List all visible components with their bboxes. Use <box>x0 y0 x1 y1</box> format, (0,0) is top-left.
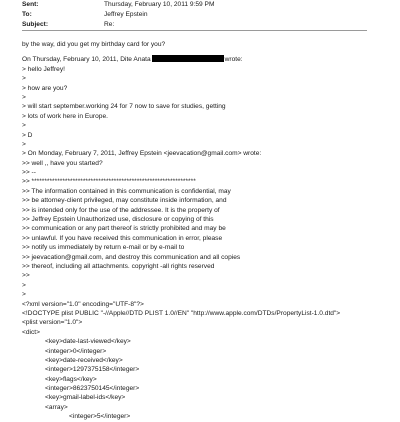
quoted-line: > On Monday, February 7, 2011, Jeffrey Epstein <jeevacation@gmail.com> wrote: <box>22 150 262 158</box>
email-body <box>22 40 392 422</box>
xml-block <box>22 300 392 338</box>
xml-line: <?xml version="1.0" encoding="UTF-8"?> <box>22 300 144 308</box>
quoted-line: >> jeevacation@gmail.com, and destroy this communication and all copies <box>22 253 241 261</box>
xml-line: <key>date-last-viewed</key> <box>45 338 131 346</box>
xml-line: <!DOCTYPE plist PUBLIC "-//Apple//DTD PLIST 1.0//EN" "http://www.apple.com/DTDs/PropertyList-1.0.dtd"> <box>22 309 341 317</box>
quoted-line: > lots of work here in Europe. <box>22 112 108 120</box>
xml-line: <integer>5</integer> <box>69 413 131 421</box>
quoted-line: > D <box>22 131 33 139</box>
xml-line: <dict> <box>22 328 40 336</box>
sent-row <box>22 0 392 10</box>
quoted-line: > how are you? <box>22 84 68 92</box>
xml-indented-block <box>22 337 392 412</box>
quoted-line: >> notify us immediately by return e-mail or by e-mail to <box>22 244 185 252</box>
quoted-line: > <box>22 75 26 83</box>
attribution-line <box>22 55 392 64</box>
quoted-line: > will start september.working 24 for 7 now to save for studies, getting <box>22 103 226 111</box>
xml-line: <array> <box>45 403 68 411</box>
quoted-line: > <box>22 140 26 148</box>
attribution-prefix: On Thursday, February 10, 2011, Dite Anata <box>22 56 151 64</box>
quoted-line: >> be attorney-client privileged, may constitute inside information, and <box>22 197 227 205</box>
xml-line: <integer>0</integer> <box>45 347 107 355</box>
xml-line: <key>gmail-label-ids</key> <box>45 394 126 402</box>
xml-line: <integer>1297375158</integer> <box>45 366 140 374</box>
quoted-line: >> -- <box>22 169 36 177</box>
subject-value: Re: <box>104 21 115 28</box>
to-value: Jeffrey Epstein <box>104 11 148 18</box>
sent-label: Sent: <box>22 1 39 8</box>
quoted-line: >> communication or any part thereof is strictly prohibited and may be <box>22 225 226 233</box>
quoted-line: > <box>22 93 26 101</box>
quoted-line: >> well ,, have you started? <box>22 159 103 167</box>
subject-row <box>22 20 392 30</box>
quoted-text <box>22 65 392 300</box>
quoted-line: >> Jeffrey Epstein Unauthorized use, disclosure or copying of this <box>22 216 214 224</box>
quoted-line: >> thereof, including all attachments. copyright -all rights reserved <box>22 262 215 270</box>
quoted-line: > <box>22 291 26 299</box>
quoted-line: >> The information contained in this communication is confidential, may <box>22 187 231 195</box>
xml-line: <key>date-received</key> <box>45 356 123 364</box>
sent-value: Thursday, February 10, 2011 9:59 PM <box>104 1 215 8</box>
xml-nested-block <box>22 412 392 421</box>
reply-text: by the way, did you get my birthday card for you? <box>22 41 166 48</box>
quoted-line: > hello Jeffrey! <box>22 65 65 73</box>
to-row <box>22 10 392 20</box>
quoted-line: >> **************************************************************** <box>22 178 196 186</box>
redaction-bar <box>152 55 224 62</box>
header-divider <box>22 30 367 31</box>
to-label: To: <box>22 11 32 18</box>
xml-line: <integer>8623750145</integer> <box>45 385 140 393</box>
quoted-line: >> <box>22 272 30 280</box>
xml-line: <plist version="1.0"> <box>22 319 83 327</box>
email-header <box>22 0 392 30</box>
quoted-line: >> unlawful. If you have received this communication in error, please <box>22 234 223 242</box>
quoted-line: >> is intended only for the use of the addressee. It is the property of <box>22 206 220 214</box>
quoted-line: > <box>22 122 26 130</box>
xml-line: <key>flags</key> <box>45 375 97 383</box>
attribution-suffix: wrote: <box>224 56 243 64</box>
quoted-line: > <box>22 281 26 289</box>
subject-label: Subject: <box>22 21 49 28</box>
